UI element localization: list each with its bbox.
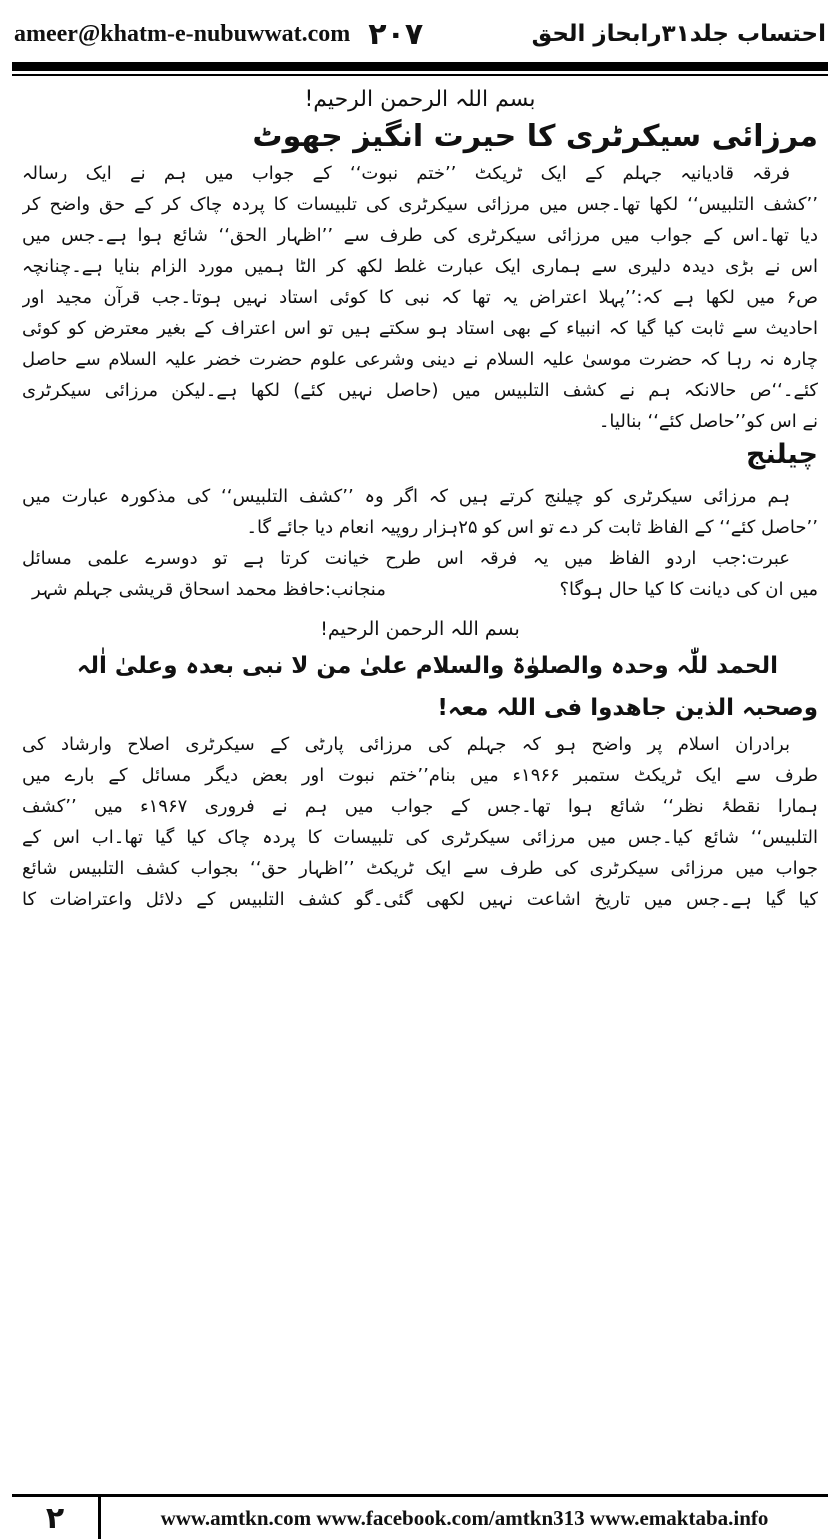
paragraph-line: ص۶ میں لکھا ہے کہ:’’پہلا اعتراض یہ تھا کہ نبی کا کوئی استاد نہیں ہوتا۔جب قرآن مجید اور <box>22 287 818 308</box>
paragraph-line: چارہ نہ رہا کہ حضرت موسیٰ علیہ السلام نے دینی وشرعی علوم حضرت خضر علیہ السلام سے حاصل <box>22 349 818 370</box>
article1-bismillah: بسم اللہ الرحمن الرحیم! <box>304 87 536 112</box>
paragraph-line: کیا گیا ہے۔جس میں تاریخ اشاعت نہیں لکھی گئی۔گو کشف التلبیس کے دلائل واعتراضات کا <box>22 889 818 910</box>
arabic-line: الحمد للّٰہ وحدہ والصلوٰۃ والسلام علیٰ من لا نبی بعدہ وعلیٰ اٰلہ <box>76 653 778 679</box>
paragraph-line: دیا تھا۔اس کے جواب میں مرزائی سیکرٹری کی طرف سے ’’اظہار الحق‘‘ شائع ہوا ہے۔جس میں <box>22 225 818 246</box>
article1-title: مرزائی سیکرٹری کا حیرت انگیز جھوٹ <box>252 119 818 154</box>
paragraph-line: ہمارا نقطۂ نظر‘‘ شائع ہوا تھا۔جس کے جواب میں ہم نے فروری ۱۹۶۷ء میں ’’کشف <box>22 796 818 817</box>
paragraph-line: کئے۔‘‘ص حالانکہ ہم نے کشف التلبیس میں (حاصل نہیں کئے) لکھا ہے۔لیکن مرزائی سیکرٹری <box>22 380 818 401</box>
page-footer <box>12 1494 828 1539</box>
signature: منجانب:حافظ محمد اسحاق قریشی جہلم شہر <box>32 579 386 600</box>
paragraph-line: برادران اسلام پر واضح ہو کہ جہلم کی مرزائی پارٹی کے سیکرٹری اصلاح وارشاد کی <box>22 734 790 755</box>
article1-paragraph <box>22 158 818 437</box>
paragraph-line: جواب میں مرزائی سیکرٹری کی طرف سے ایک ٹریکٹ ’’اظہار حق‘‘ بجواب کشف التلبیس شائع <box>22 858 818 879</box>
footer-urls: www.amtkn.com www.facebook.com/amtkn313 www.emaktaba.info <box>160 1505 769 1530</box>
paragraph-line: ’’کشف التلبیس‘‘ لکھا تھا۔جس میں مرزائی سیکرٹری کی تلبیسات کا پردہ چاک کر کے حق واضح کر <box>22 194 818 215</box>
paragraph-line: التلبیس‘‘ شائع کیا۔جس میں مرزائی سیکرٹری کی تلبیسات کا پردہ چاک کیا گیا تھا۔اب اس کے <box>22 827 818 848</box>
ibrat-line: عبرت:جب اردو الفاظ میں یہ فرقہ اس طرح خیانت کرتا ہے تو دوسرے علمی مسائل <box>22 548 790 569</box>
page-header <box>14 12 826 56</box>
page-content <box>22 84 818 915</box>
running-title: احتساب جلد۳۱رابحاز الحق <box>531 21 826 47</box>
challenge-line: ’’حاصل کئے‘‘ کے الفاظ ثابت کر دے تو اس کو ۲۵ہزار روپیہ انعام دیا جائے گا۔ <box>246 517 818 538</box>
challenge-heading: چیلنج <box>746 439 818 470</box>
closing-row <box>22 574 818 605</box>
paragraph-line: اس نے بڑی دیدہ دلیری سے ہماری ایک عبارت غلط لکھ کر الٹا ہمیں مورد الزام بنایا ہے۔چنانچہ <box>22 256 818 277</box>
page-number: ۲۰۷ <box>368 16 424 52</box>
paragraph-line: نے اس کو’’حاصل کئے‘‘ بنالیا۔ <box>598 411 818 432</box>
footer-page-box: ۲ <box>12 1497 101 1539</box>
arabic-line: وصحبہ الذین جاھدوا فی اللہ معہ! <box>437 695 818 721</box>
paragraph-line: احادیث سے ثابت کیا گیا کہ انبیاء کے بھی استاد ہو سکتے ہیں تو اس اعتراف کے بغیر معترض کو کوئی <box>22 318 818 339</box>
closing-line: میں ان کی دیانت کا کیا حال ہوگا؟ <box>559 579 818 600</box>
paragraph-line: طرف سے ایک ٹریکٹ ستمبر ۱۹۶۶ء میں بنام’’ختم نبوت اور بعض دیگر مسائل کے بارے میں <box>22 765 818 786</box>
article2-bismillah: بسم اللہ الرحمن الرحیم! <box>320 618 520 640</box>
challenge-line: ہم مرزائی سیکرٹری کو چیلنج کرتے ہیں کہ اگر وہ ’’کشف التلبیس‘‘ کی مذکورہ عبارت میں <box>22 486 790 507</box>
header-left <box>14 17 423 52</box>
article2-paragraph <box>22 729 818 915</box>
challenge-paragraph <box>22 481 818 543</box>
header-email: ameer@khatm-e-nubuwwat.com <box>14 20 351 47</box>
header-thick-rule <box>12 62 828 71</box>
header-thin-rule <box>12 74 828 76</box>
article2-arabic <box>22 645 818 729</box>
paragraph-line: فرقہ قادیانیہ جہلم کے ایک ٹریکٹ ’’ختم نبوت‘‘ کے جواب میں ہم نے ایک رسالہ <box>22 163 790 184</box>
